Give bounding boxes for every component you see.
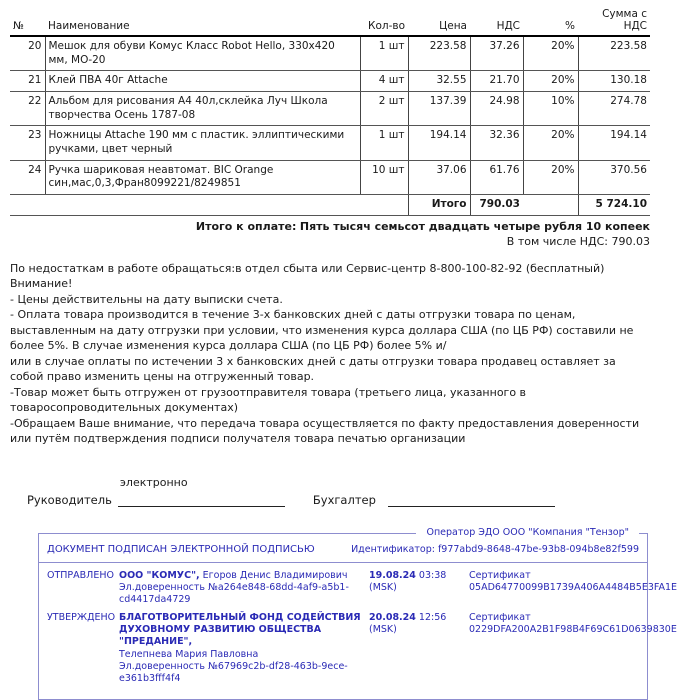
item-vat: 21.70 [470,71,523,92]
item-qty: 1 шт [360,126,408,160]
amount-due-words: Пять тысяч семьсот двадцать четыре рубля 10 копеек [299,219,650,233]
esign-stamp [38,526,677,700]
esign-date: 19.08.24 [369,569,416,581]
director-label: Руководитель [27,492,112,507]
esign-title: ДОКУМЕНТ ПОДПИСАН ЭЛЕКТРОННОЙ ПОДПИСЬЮ [47,543,315,555]
item-price: 223.58 [408,36,470,71]
amount-due-block [10,220,650,248]
item-total: 194.14 [578,126,650,160]
esign-header [47,544,639,555]
item-price: 194.14 [408,126,470,160]
esign-party [119,612,369,686]
note-line: Внимание! [10,277,73,291]
esign-entries [47,569,677,686]
item-vat: 37.26 [470,36,523,71]
item-num: 22 [10,92,45,126]
table-header-row [10,6,650,36]
item-row [10,71,650,92]
totals-pct-spacer [523,194,578,215]
esign-entry [47,611,677,686]
amount-due-line [10,220,650,233]
item-row [10,126,650,160]
item-pct: 10% [523,92,578,126]
col-header-price: Цена [408,6,470,36]
item-vat: 32.36 [470,126,523,160]
note-line: или в случае оплаты по истечении 3 х банковских дней с даты отгрузки товара продавец оставляет за собой право изменить цены на отгруженный товар. [10,354,616,384]
esign-certificate: Сертификат 0229DFA200A2B1F98B4F69C61D0639830E [469,611,677,635]
totals-spacer [10,194,408,215]
item-num: 21 [10,71,45,92]
esign-certificate: Сертификат 05AD64770099B1739A406A4484B5E3FA1E [469,569,677,593]
esign-org [119,570,361,582]
esign-person: Егоров Денис Владимирович [199,569,348,581]
totals-grand-total: 5 724.10 [578,194,650,215]
note-line: -Обращаем Ваше внимание, что передача товара осуществляется по факту предоставления доверенности или путём подтверждения подписи получателя товара печатью организации [10,416,640,446]
esign-datetime [369,570,469,607]
accountant-label: Бухгалтер [312,492,376,507]
item-row [10,160,650,194]
items-table [10,6,650,216]
esign-operator-label: Оператор ЭДО ООО "Компания "Тензор" [416,527,639,538]
note-line: - Оплата товара производится в течение 3-х банковских дней с даты отгрузки товара по ценам, выставленным на дату отгрузки при условии, что изменения курса доллара США (по ЦБ РФ) составили не более 5%. В случае изменения курса доллара США (по ЦБ РФ) более 5% и/ [10,308,634,353]
esign-party [119,570,369,607]
col-header-num: № [10,6,45,36]
item-total: 274.78 [578,92,650,126]
totals-label: Итого [408,194,470,215]
item-qty: 10 шт [360,160,408,194]
item-name: Ручка шариковая неавтомат. BIC Orange син,мас,0,3,Фран8099221/8249851 [45,160,360,194]
col-header-vat: НДС [470,6,523,36]
vat-included-line: В том числе НДС: 790.03 [506,234,650,248]
esign-org-name: БЛАГОТВОРИТЕЛЬНЫЙ ФОНД СОДЕЙСТВИЯ ДУХОВНОМУ РАЗВИТИЮ ОБЩЕСТВА "ПРЕДАНИЕ", [119,611,361,648]
item-price: 37.06 [408,160,470,194]
item-name: Ножницы Attache 190 мм с пластик. эллиптическими ручками, цвет черный [45,126,360,160]
item-total: 223.58 [578,36,650,71]
esign-status: ОТПРАВЛЕНО [47,569,114,581]
item-price: 137.39 [408,92,470,126]
esign-attorney: Эл.доверенность №a264e848-68dd-4af9-a5b1-cd4417da4729 [119,581,349,606]
esign-attorney: Эл.доверенность №67969c2b-df28-463b-9ece-e361b3fff4f4 [119,660,348,685]
esign-date: 20.08.24 [369,611,416,623]
col-header-qty: Кол-во [360,6,408,36]
amount-due-label: Итого к оплате: [195,219,297,233]
item-pct: 20% [523,71,578,92]
esign-divider [39,562,647,563]
esign-org-name: ООО "КОМУС", [119,569,200,581]
item-pct: 20% [523,160,578,194]
note-line: - Цены действительны на дату выписки счета. [10,292,283,306]
item-qty: 2 шт [360,92,408,126]
item-row [10,92,650,126]
item-vat: 24.98 [470,92,523,126]
totals-row [10,194,650,215]
item-total: 370.56 [578,160,650,194]
esign-org [119,612,361,649]
esign-status: УТВЕРЖДЕНО [47,611,116,623]
signature-row [10,477,650,507]
esign-time: 12:56 (MSK) [369,611,447,635]
note-line: -Товар может быть отгружен от грузоотправителя товара (третьего лица, указанного в товаросопроводительных документах) [10,385,527,415]
item-total: 130.18 [578,71,650,92]
item-row [10,36,650,71]
item-vat: 61.76 [470,160,523,194]
item-qty: 4 шт [360,71,408,92]
col-header-pct: % [523,6,578,36]
esign-person: Телепнева Мария Павловна [119,648,259,660]
note-line: По недостаткам в работе обращаться:в отдел сбыта или Сервис-центр 8-800-100-82-92 (бесплатный) [10,261,605,275]
col-header-total: Сумма с НДС [578,6,650,36]
item-name: Мешок для обуви Комус Класс Robot Hello, 330х420 мм, МО-20 [45,36,360,71]
esign-time: 03:38 (MSK) [369,569,447,593]
totals-vat-sum: 790.03 [470,194,523,215]
esign-entry [47,569,677,607]
item-pct: 20% [523,36,578,71]
item-pct: 20% [523,126,578,160]
item-name: Альбом для рисования А4 40л,склейка Луч Школа творчества Осень 1787-08 [45,92,360,126]
item-qty: 1 шт [360,36,408,71]
accountant-signature-line [388,488,555,507]
director-signature-line [118,475,285,507]
esign-datetime [369,612,469,686]
esign-identifier: Идентификатор: f977abd9-8648-47be-93b8-094b8e82f599 [351,543,639,555]
item-num: 20 [10,36,45,71]
director-signature-value: электронно [119,475,188,489]
item-name: Клей ПВА 40г Attache [45,71,360,92]
notes-block [10,261,650,447]
item-num: 24 [10,160,45,194]
item-price: 32.55 [408,71,470,92]
col-header-name: Наименование [45,6,360,36]
item-num: 23 [10,126,45,160]
